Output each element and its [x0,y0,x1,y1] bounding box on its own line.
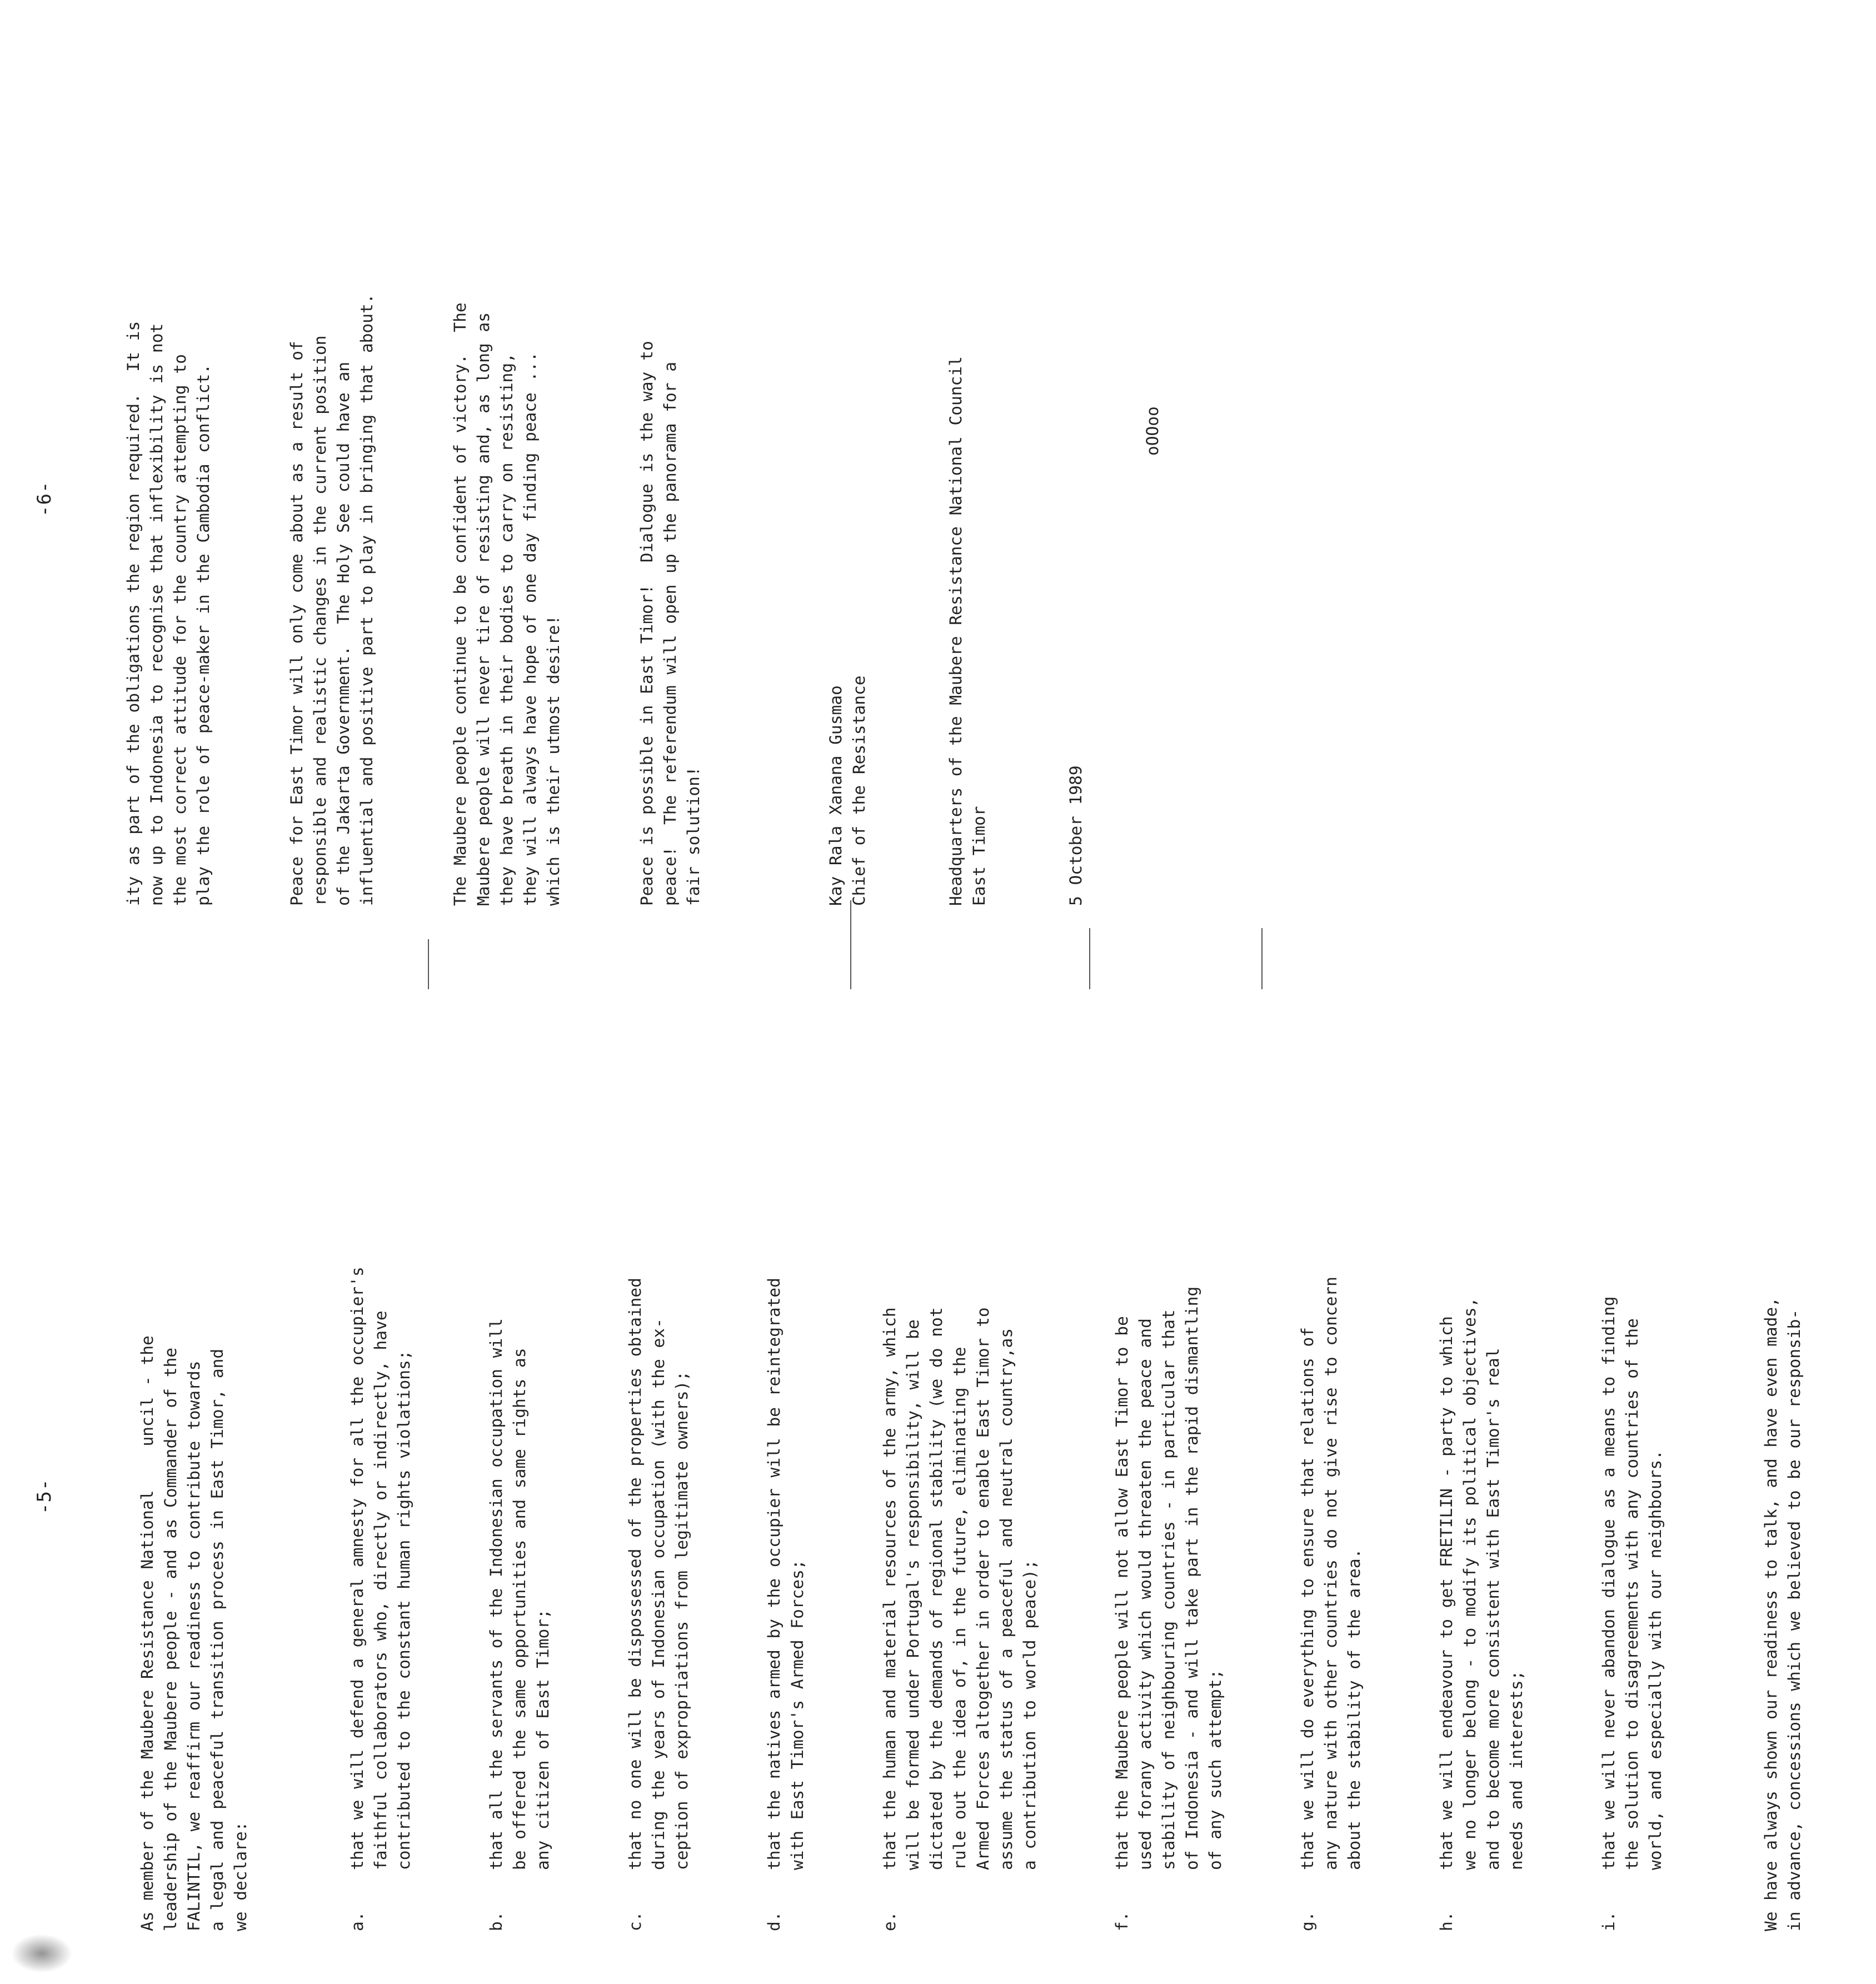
declaration-item-e [878,1009,1041,1931]
item-text: that we will defend a general amnesty for all the occupier's faithful collaborators who, directly or indirectly, have contributed to the constant human rights violations; [348,1267,413,1870]
declaration-item-f [1110,1009,1227,1931]
item-label: d. [765,1911,784,1931]
item-text: that the Maubere people will not allow East Timor to be used forany activity which would threaten the peace and stability of neighbouring countries - in particular that of Indonesia - and will take part in the rapid dismantling of any such attempt; [1112,1286,1225,1870]
item-label: b. [487,1911,506,1931]
closing-paragraph: We have always shown our readiness to talk, and have even made, in advance, concessions which we believed to be our responsib- [1762,1297,1804,1931]
item-text: that the natives armed by the occupier will be reintegrated with East Timor's Armed Forces; [765,1278,807,1870]
item-label: i. [1599,1911,1618,1931]
paragraph-3: The Maubere people continue to be confident of victory. The Maubere people will never tire of resisting and, as long as they have breath in their bodies to carry on resisting, they will always have hope of one day finding peace ... which is their utmost desire! [451,302,563,906]
scan-smudge [11,1934,72,1973]
signature-block: Kay Rala Xanana Gusmao Chief of the Resistance [826,675,869,906]
scan-mark [428,939,429,989]
item-text: that we will endeavour to get FRETILIN - party to which we no longer belong - to modify its political objectives, and to become more consistent with East Timor's real needs and interests; [1437,1297,1526,1870]
declaration-item-a [346,1009,416,1931]
page-number: -6- [33,481,56,517]
page-body [89,1009,1876,1931]
document-date: 5 October 1989 [1066,765,1085,906]
declaration-item-h [1435,1009,1528,1931]
paragraph-1: ity as part of the obligations the region required. It is now up to Indonesia to recognise that inflexibility is not the most correct attitude for the country attempting to play the role of peace-maker in the Cambodia conflict. [124,321,213,906]
item-label: f. [1112,1911,1131,1931]
item-text: that all the servants of the Indonesian occupation will be offered the same opportunities and same rights as any citizen of East Timor; [487,1318,552,1870]
headquarters-block: Headquarters of the Maubere Resistance National Council East Timor [946,356,989,906]
declaration-item-b [485,1009,555,1931]
page-number: -5- [33,1478,56,1514]
declaration-item-d [762,1009,809,1931]
declaration-item-i [1597,1009,1667,1931]
end-mark: oOOoo [1143,406,1162,456]
page-5 [0,986,1804,1931]
item-text: that the human and material resources of the army, which will be formed under Portugal's responsibility, will be dictated by the demands of regional stability (we do not rule out the idea of, in the future, eliminating the Armed Forces altogether in order to enable East Timor to assume the status of a peaceful and neutral country,as a contribution to world peace); [880,1307,1039,1870]
item-label: h. [1437,1911,1456,1931]
item-text: that no one will be dispossessed of the properties obtained during the years of Indonesian occupation (with the ex- ception of expropriations from legitimate owners); [626,1278,691,1870]
item-label: e. [880,1911,899,1931]
item-label: a. [348,1911,367,1931]
paragraph-2: Peace for East Timor will only come about as a result of responsible and realistic changes in the current position of the Jakarta Government. The Holy See could have an influential and positive part to play in bringing that about. [287,293,376,906]
item-label: g. [1298,1911,1317,1931]
declaration-item-g [1296,1009,1366,1931]
item-label: c. [626,1911,645,1931]
page-6 [0,0,1351,939]
paragraph-4: Peace is possible in East Timor! Dialogue is the way to peace! The referendum will open up the panorama for a fair solution! [637,341,703,906]
page-body [75,0,1211,906]
declaration-item-c [623,1009,693,1931]
intro-paragraph: As member of the Maubere Resistance National uncil - the leadership of the Maubere people - and as Commander of the FALINTIL, we reaffirm our readiness to contribute towards a legal and peaceful transition process in East Timor, and we declare: [138,1335,250,1931]
item-text: that we will do everything to ensure that relations of any nature with other countries do not give rise to concern about the stability of the area. [1298,1277,1364,1870]
item-text: that we will never abandon dialogue as a means to finding the solution to disagreements with any countries of the world, and especially with our neighbours. [1599,1296,1665,1870]
